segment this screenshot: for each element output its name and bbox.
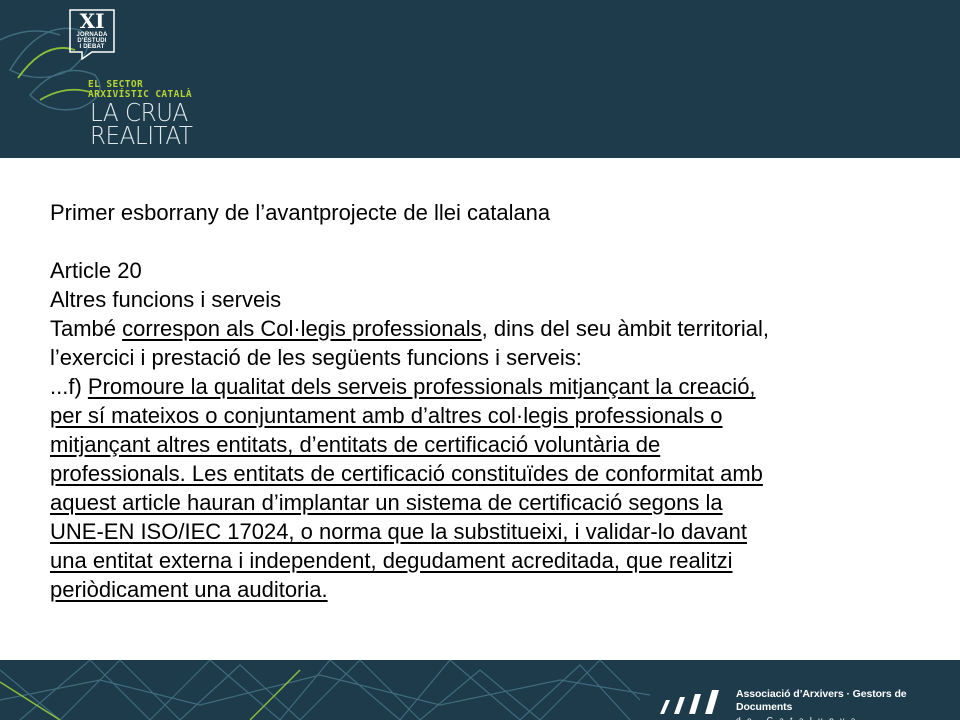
edition-number: XI <box>79 9 105 33</box>
line1-suffix: , dins del seu àmbit territorial, <box>481 316 769 341</box>
text-line-1 <box>50 314 940 343</box>
text-line-3 <box>50 372 940 401</box>
association-logo-icon <box>658 690 728 714</box>
line3-prefix: ...f) <box>50 374 88 399</box>
line1-underlined: correspon als Col·legis professionals <box>122 316 482 341</box>
text-line-2: l’exercici i prestació de les següents funcions i serveis: <box>50 345 582 370</box>
text-line-9: una entitat externa i independent, degudament acreditada, que realitzi <box>50 548 733 573</box>
text-line-4: per sí mateixos o conjuntament amb d’altres col·legis professionals o <box>50 403 723 428</box>
blank-line <box>50 227 940 256</box>
edition-subtitle: JORNADA D'ESTUDI I DEBAT <box>76 32 108 50</box>
header-banner <box>0 0 960 158</box>
document-body <box>50 198 940 604</box>
text-line-6: professionals. Les entitats de certificació constituïdes de conformitat amb <box>50 461 763 486</box>
edition-badge-shape <box>66 8 118 60</box>
text-line-7: aquest article hauran d’implantar un sistema de certificació segons la <box>50 490 723 515</box>
edition-logo <box>66 8 118 60</box>
association-name <box>736 688 960 727</box>
text-line-8: UNE-EN ISO/IEC 17024, o norma que la substitueixi, i validar-lo davant <box>50 519 747 544</box>
crua-title: LA CRUA REALITAT <box>90 98 193 150</box>
article-title: Altres funcions i serveis <box>50 287 282 312</box>
association-name-line2: de Catalunya <box>736 715 862 725</box>
document-title: Primer esborrany de l’avantprojecte de llei catalana <box>50 200 551 225</box>
association-name-line1: Associació d’Arxivers · Gestors de Documents <box>736 688 907 713</box>
line1-prefix: També <box>50 316 123 341</box>
article-number: Article 20 <box>50 258 142 283</box>
text-line-10: periòdicament una auditoria. <box>50 577 328 602</box>
line3-underlined: Promoure la qualitat dels serveis professionals mitjançant la creació, <box>87 374 756 399</box>
text-line-5: mitjançant altres entitats, d’entitats de certificació voluntària de <box>50 432 661 457</box>
sector-subtitle: EL SECTOR ARXIVÍSTIC CATALÀ <box>88 79 193 100</box>
